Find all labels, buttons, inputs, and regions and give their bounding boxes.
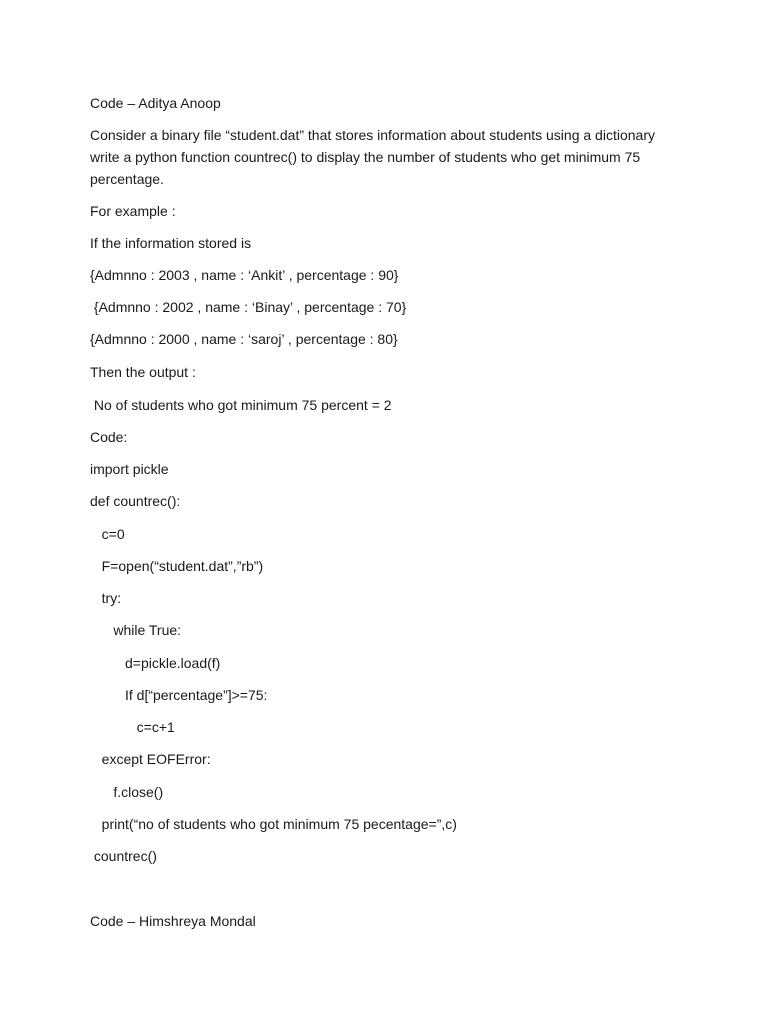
output-value: No of students who got minimum 75 percent = 2 — [90, 397, 392, 413]
code-line: c=c+1 — [90, 719, 175, 735]
code-line: except EOFError: — [90, 751, 211, 767]
code-line: print(“no of students who got minimum 75 pecentage=”,c) — [90, 816, 457, 832]
record-line: {Admnno : 2002 , name : ‘Binay’ , percentage : 70} — [90, 299, 407, 315]
code-label: Code: — [90, 429, 128, 445]
code-line: d=pickle.load(f) — [90, 655, 221, 671]
code-line: If d[“percentage”]>=75: — [90, 687, 268, 703]
output-intro: Then the output : — [90, 364, 196, 380]
code-line: f.close() — [90, 784, 164, 800]
info-intro: If the information stored is — [90, 235, 252, 251]
code-line: F=open(“student.dat”,”rb”) — [90, 558, 264, 574]
code-line: import pickle — [90, 461, 169, 477]
section-heading-aditya: Code – Aditya Anoop — [90, 95, 221, 111]
example-label: For example : — [90, 203, 176, 219]
record-line: {Admnno : 2000 , name : ‘saroj’ , percentage : 80} — [90, 331, 398, 347]
code-line: def countrec(): — [90, 493, 181, 509]
question-paragraph: Consider a binary file “student.dat” that stores information about students using a dictionary write a python function countrec() to display the number of students who get minimum 75 percentage. — [90, 127, 655, 187]
code-line: c=0 — [90, 526, 125, 542]
record-line: {Admnno : 2003 , name : ‘Ankit’ , percentage : 90} — [90, 267, 399, 283]
code-line: countrec() — [90, 848, 157, 864]
code-line: try: — [90, 590, 122, 606]
code-line: while True: — [90, 622, 182, 638]
section-heading-himshreya: Code – Himshreya Mondal — [90, 913, 256, 929]
